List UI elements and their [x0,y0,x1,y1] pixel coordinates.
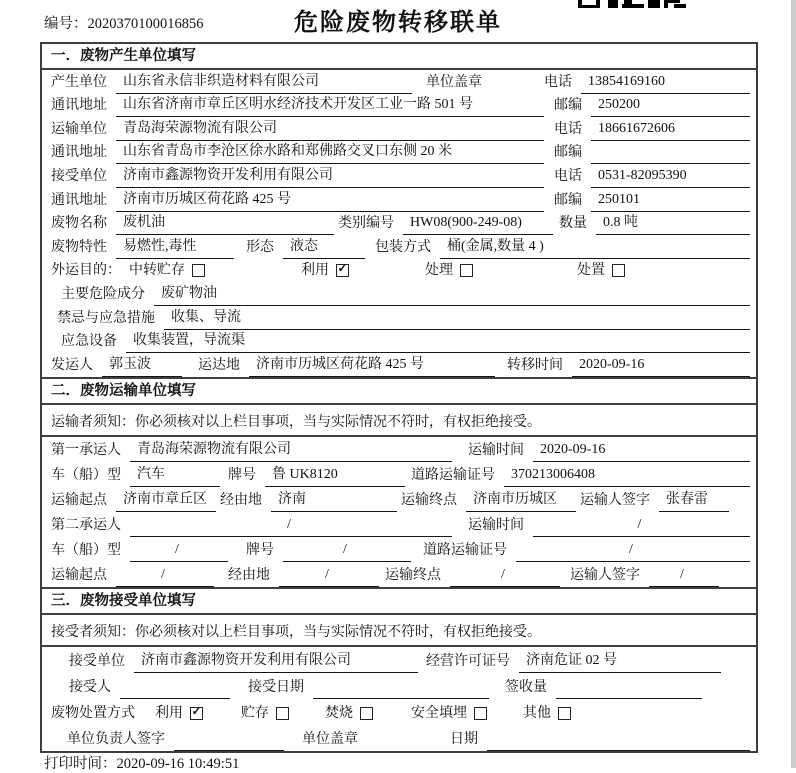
field-value: 2020-09-16 [533,442,750,462]
field-label: 经营许可证号 [426,653,510,669]
field-label: 邮编 [554,192,582,208]
field-value: / [116,567,214,587]
field-value: 桶(金属,数量 4 ) [440,235,750,259]
field-value: 青岛海荣源物流有限公司 [116,117,544,141]
field-label: 牌号 [228,467,256,483]
field-value: / [279,567,379,587]
checkbox-unchecked-icon [360,707,373,720]
serial-label: 编号： [44,16,88,32]
checkbox-checked-icon [190,707,203,720]
field-label: 形态 [246,239,274,255]
field-value: / [283,542,411,562]
field-value: 济南危证 02 号 [519,649,721,673]
field-value: 青岛海荣源物流有限公司 [130,438,452,462]
section-note: 运输者须知：你必须核对以上栏目事项，当与实际情况不符时，有权拒绝接受。 [42,405,756,437]
field-value: 济南市章丘区 [116,488,216,512]
field-label: 包装方式 [375,239,431,255]
field-label: 发运人 [51,357,93,373]
field-label: 通讯地址 [51,98,107,114]
print-time-value: 2020-09-16 10:49:51 [116,756,240,772]
field-label: 禁忌与应急措施 [57,310,155,326]
field-label: 运输时间 [468,442,524,458]
field-label: 运输时间 [468,517,524,533]
field-value: 250200 [591,97,750,117]
field-label: 单位盖章 [302,731,358,747]
field-label: 安全填埋 [411,705,467,721]
field-label: 贮存 [241,705,269,721]
field-label: 单位盖章 [426,74,482,90]
field-value [487,731,750,751]
field-value [313,679,489,699]
field-label: 经由地 [228,567,270,583]
field-label: 运输起点 [51,567,107,583]
field-value: 2020-09-16 [572,357,750,377]
field-label: 利用 [301,263,329,279]
checkbox-unchecked-icon [460,264,473,277]
field-label: 电话 [544,74,572,90]
checkbox-unchecked-icon [276,707,289,720]
field-value: 鲁 UK8120 [265,463,405,487]
field-label: 经由地 [220,492,262,508]
form-row [42,188,756,212]
field-value: 山东省永信非织造材料有限公司 [116,70,412,94]
form-row [42,259,756,283]
field-value: 济南 [271,488,397,512]
field-value: / [130,542,228,562]
field-label: 利用 [155,705,183,721]
section-note: 接受者须知：你必须核对以上栏目事项，当与实际情况不符时，有权拒绝接受。 [42,615,756,647]
field-label: 车（船）型 [51,467,121,483]
field-value: 13854169160 [581,74,750,94]
form-row [42,673,756,699]
field-value: 250101 [591,192,750,212]
form-row [42,94,756,118]
form-row [42,306,756,330]
field-label: 电话 [554,121,582,137]
field-label: 废物特性 [51,239,107,255]
field-value [120,679,230,699]
field-value: 济南市历城区 [466,488,576,512]
field-label: 焚烧 [325,705,353,721]
field-label: 运输起点 [51,492,107,508]
field-label: 产生单位 [51,74,107,90]
field-label: 接受单位 [51,168,107,184]
field-label: 运输人签字 [570,567,640,583]
print-time-line [44,752,239,773]
field-label: 处置 [577,263,605,279]
field-label: 第一承运人 [51,442,121,458]
section-title: 三．废物接受单位填写 [42,589,756,615]
field-value: 废机油 [116,211,334,235]
form-row [42,282,756,306]
field-label: 类别编号 [338,216,394,232]
form-row [42,462,756,487]
form-row [42,235,756,259]
field-label: 处理 [425,263,453,279]
field-label: 道路运输证号 [423,542,507,558]
field-label: 接受日期 [248,679,304,695]
form-row [42,699,756,725]
checkbox-checked-icon [336,264,349,277]
field-value: HW08(900-249-08) [403,215,553,235]
checkbox-unchecked-icon [558,707,571,720]
field-value: 液态 [283,235,365,259]
form-row [42,70,756,94]
field-label: 中转贮存 [129,263,185,279]
form-row [42,647,756,673]
field-label: 应急设备 [61,334,117,350]
section-1 [42,44,756,377]
field-label: 牌号 [246,542,274,558]
field-label: 电话 [554,168,582,184]
section-2 [42,377,756,587]
field-label: 接受单位 [69,653,125,669]
field-label: 邮编 [554,98,582,114]
field-value: 郭玉波 [102,353,182,377]
form-row [42,164,756,188]
form-row [42,141,756,165]
field-value: / [516,542,750,562]
field-label: 转移时间 [507,357,563,373]
checkbox-unchecked-icon [612,264,625,277]
form-row [42,117,756,141]
field-value: 山东省济南市章丘区明水经济技术开发区工业一路 501 号 [116,93,544,117]
print-time-label: 打印时间： [44,756,117,772]
field-label: 车（船）型 [51,542,121,558]
form-row [42,353,756,377]
field-label: 废物处置方式 [51,705,135,721]
field-value: / [130,517,452,537]
field-value: / [450,567,560,587]
field-value: 370213006408 [504,467,750,487]
field-value: 济南市鑫源物资开发利用有限公司 [134,649,418,673]
field-label: 签收量 [505,679,547,695]
section-title: 二．废物运输单位填写 [42,379,756,405]
field-value: 济南市历城区荷花路 425 号 [116,188,544,212]
scrollbar-track[interactable] [791,0,796,768]
form-row [42,512,756,537]
checkbox-unchecked-icon [474,707,487,720]
section-3 [42,587,756,751]
transfer-form [40,42,758,753]
form-row [42,487,756,512]
field-value: 张春雷 [659,488,729,512]
form-row [42,212,756,236]
page-title: 危险废物转移联单 [294,9,502,36]
field-label: 数量 [559,216,587,232]
field-label: 运达地 [198,357,240,373]
field-value: 18661672606 [591,121,750,141]
form-row [42,437,756,462]
form-row [42,725,756,751]
field-value [174,731,284,751]
field-label: 运输人签字 [580,492,650,508]
field-label: 接受人 [69,679,111,695]
field-value: 汽车 [130,463,220,487]
field-label: 通讯地址 [51,192,107,208]
field-label: 运输单位 [51,121,107,137]
form-row [42,562,756,587]
field-value: 山东省青岛市李沧区徐水路和郑佛路交叉口东侧 20 米 [116,140,544,164]
field-value: / [533,517,750,537]
field-label: 运输终点 [385,567,441,583]
field-label: 废物名称 [51,216,107,232]
field-value: 收集、导流 [164,306,750,330]
field-label: 日期 [450,731,478,747]
field-value: 收集装置，导流渠 [126,329,750,353]
field-value: 济南市历城区荷花路 425 号 [249,353,495,377]
field-value: / [649,567,719,587]
field-value: 废矿物油 [154,282,750,306]
field-value: 0531-82095390 [591,168,750,188]
field-label: 道路运输证号 [411,467,495,483]
field-label: 单位负责人签字 [67,731,165,747]
section-title: 一．废物产生单位填写 [42,44,756,70]
field-value: 易燃性,毒性 [116,235,234,259]
field-label: 第二承运人 [51,517,121,533]
field-label: 运输终点 [401,492,457,508]
field-value [591,144,750,164]
field-value: 0.8 吨 [596,211,750,235]
field-value [556,679,702,699]
field-value: 济南市鑫源物资开发利用有限公司 [116,164,544,188]
field-label: 通讯地址 [51,145,107,161]
checkbox-unchecked-icon [192,264,205,277]
form-row [42,537,756,562]
field-label: 主要危险成分 [61,286,145,302]
field-label: 外运目的： [51,263,121,279]
serial-value: 2020370100016856 [87,16,204,32]
field-label: 其他 [523,705,551,721]
field-label: 邮编 [554,145,582,161]
form-row [42,330,756,354]
